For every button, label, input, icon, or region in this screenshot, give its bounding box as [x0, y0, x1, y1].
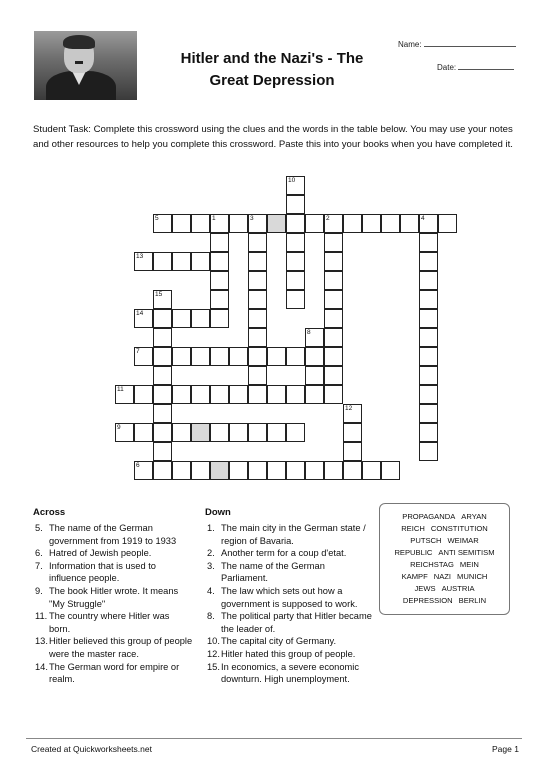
- clue-label: 11.: [35, 611, 48, 622]
- worksheet-title: [150, 48, 394, 92]
- crossword-cell[interactable]: [191, 461, 210, 480]
- crossword-cell[interactable]: [419, 328, 438, 347]
- crossword-cell[interactable]: [286, 176, 305, 195]
- clue-label: 9.: [35, 585, 43, 596]
- clue-text: The political party that Hitler became the leader of.: [221, 611, 372, 634]
- crossword-cell[interactable]: [134, 252, 153, 271]
- crossword-cell[interactable]: [191, 309, 210, 328]
- footer-divider: [26, 738, 522, 739]
- crossword-cell[interactable]: [172, 347, 191, 366]
- crossword-cell[interactable]: [324, 271, 343, 290]
- crossword-cell[interactable]: [419, 366, 438, 385]
- crossword-cell[interactable]: [248, 347, 267, 366]
- clue-number: 7: [136, 348, 140, 355]
- crossword-cell[interactable]: [419, 252, 438, 271]
- clue-text: The name of the German Parliament.: [221, 560, 325, 584]
- crossword-cell[interactable]: [419, 404, 438, 423]
- crossword-cell[interactable]: [191, 214, 210, 233]
- crossword-cell[interactable]: [324, 309, 343, 328]
- clue-label: 4.: [207, 585, 215, 596]
- word-bank-word: AUSTRIA: [441, 584, 475, 593]
- clue-number: 3: [250, 215, 254, 222]
- clue-text: The German word for empire or realm.: [49, 661, 180, 685]
- crossword-cell[interactable]: [286, 252, 305, 271]
- crossword-cell[interactable]: [229, 347, 248, 366]
- clue-text: Hatred of Jewish people.: [49, 548, 152, 559]
- crossword-cell[interactable]: [286, 423, 305, 442]
- crossword-cell[interactable]: [191, 385, 210, 404]
- word-bank-row: [380, 547, 509, 559]
- title-line-2: Great Depression: [209, 72, 335, 89]
- down-clue: [207, 522, 372, 547]
- page-number: Page 1: [492, 744, 519, 754]
- crossword-cell[interactable]: [324, 290, 343, 309]
- crossword-cell[interactable]: [343, 404, 362, 423]
- word-bank-word: REPUBLIC: [394, 548, 433, 557]
- crossword-cell[interactable]: [210, 423, 229, 442]
- clue-label: 6.: [35, 548, 43, 559]
- clue-label: 3.: [207, 560, 215, 571]
- across-clue: [35, 522, 193, 547]
- crossword-cell[interactable]: [153, 404, 172, 423]
- word-bank-word: ANTI SEMITISM: [438, 548, 495, 557]
- clue-text: Hitler believed this group of people were the master race.: [49, 636, 193, 659]
- name-field[interactable]: [398, 39, 516, 49]
- clue-number: 6: [136, 462, 140, 469]
- clue-number: 11: [117, 386, 124, 393]
- crossword-cell[interactable]: [210, 309, 229, 328]
- clue-label: 12.: [207, 648, 220, 659]
- date-label: Date:: [437, 63, 457, 72]
- clue-label: 2.: [207, 548, 215, 559]
- clue-number: 9: [117, 424, 121, 431]
- down-heading: Down: [205, 507, 231, 518]
- crossword-cell[interactable]: [210, 385, 229, 404]
- crossword-cell[interactable]: [343, 461, 362, 480]
- word-bank-word: ARYAN: [461, 512, 487, 521]
- across-clue: [35, 547, 193, 560]
- clue-number: 10: [288, 177, 296, 184]
- hitler-portrait-photo: [34, 31, 137, 100]
- word-bank: [379, 503, 510, 615]
- clue-text: The country where Hitler was born.: [49, 611, 170, 634]
- word-bank-word: BERLIN: [458, 596, 487, 605]
- word-bank-word: MEIN: [459, 560, 479, 569]
- clue-text: The book Hitler wrote. It means "My Struggle": [49, 585, 179, 609]
- crossword-cell[interactable]: [305, 347, 324, 366]
- crossword-cell[interactable]: [115, 423, 134, 442]
- clue-text: The law which sets out how a government is supposed to work.: [221, 585, 358, 609]
- name-label: Name:: [398, 40, 422, 49]
- clue-number: 12: [345, 405, 353, 412]
- word-bank-word: PUTSCH: [410, 536, 442, 545]
- crossword-cell[interactable]: [191, 347, 210, 366]
- word-bank-row: [380, 511, 509, 523]
- across-clue: [35, 661, 193, 686]
- crossword-cell[interactable]: [286, 290, 305, 309]
- clue-text: Hitler hated this group of people.: [221, 648, 356, 659]
- crossword-cell[interactable]: [305, 385, 324, 404]
- crossword-cell[interactable]: [172, 214, 191, 233]
- student-task-instructions: Student Task: Complete this crossword using the clues and the words in the table below. You may use your notes and other resources to help you complete this crossword. Paste this into your books when you have completed it.: [33, 124, 513, 150]
- crossword-cell[interactable]: [229, 461, 248, 480]
- crossword-cell[interactable]: [267, 461, 286, 480]
- crossword-cell[interactable]: [172, 309, 191, 328]
- clue-label: 5.: [35, 523, 43, 533]
- crossword-cell[interactable]: [153, 252, 172, 271]
- crossword-cell[interactable]: [419, 309, 438, 328]
- word-bank-word: KAMPF: [401, 572, 428, 581]
- crossword-cell[interactable]: [248, 309, 267, 328]
- clue-number: 4: [421, 215, 425, 222]
- crossword-cell[interactable]: [210, 290, 229, 309]
- down-clue: [207, 560, 372, 585]
- word-bank-row: [380, 595, 509, 607]
- across-clue: [35, 610, 193, 635]
- crossword-cell[interactable]: [153, 461, 172, 480]
- crossword-cell[interactable]: [153, 442, 172, 461]
- crossword-cell[interactable]: [419, 442, 438, 461]
- clue-text: Information that is used to influence people.: [49, 560, 156, 584]
- crossword-cell[interactable]: [343, 442, 362, 461]
- word-bank-word: REICH: [401, 524, 425, 533]
- crossword-cell[interactable]: [324, 461, 343, 480]
- down-clue: [207, 661, 372, 686]
- crossword-cell[interactable]: [324, 385, 343, 404]
- crossword-cell[interactable]: [286, 195, 305, 214]
- crossword-cell[interactable]: [248, 233, 267, 252]
- crossword-cell[interactable]: [115, 385, 134, 404]
- crossword-cell[interactable]: [153, 328, 172, 347]
- crossword-cell[interactable]: [324, 366, 343, 385]
- down-clue: [207, 585, 372, 610]
- crossword-cell[interactable]: [153, 347, 172, 366]
- clue-number: 2: [326, 215, 330, 222]
- word-bank-word: CONSTITUTION: [430, 524, 488, 533]
- crossword-cell[interactable]: [210, 461, 229, 480]
- crossword-cell[interactable]: [210, 252, 229, 271]
- clue-number: 14: [136, 310, 144, 317]
- word-bank-row: [380, 583, 509, 595]
- clue-number: 15: [155, 291, 163, 298]
- crossword-cell[interactable]: [210, 214, 229, 233]
- crossword-cell[interactable]: [248, 214, 267, 233]
- clue-number: 13: [136, 253, 144, 260]
- word-bank-row: [380, 571, 509, 583]
- crossword-cell[interactable]: [343, 214, 362, 233]
- crossword-cell[interactable]: [324, 233, 343, 252]
- crossword-cell[interactable]: [248, 461, 267, 480]
- crossword-cell[interactable]: [419, 214, 438, 233]
- crossword-cell[interactable]: [134, 309, 153, 328]
- crossword-cell[interactable]: [134, 347, 153, 366]
- crossword-cell[interactable]: [286, 347, 305, 366]
- crossword-cell[interactable]: [305, 328, 324, 347]
- word-bank-word: REICHSTAG: [410, 560, 454, 569]
- date-field[interactable]: [437, 62, 514, 72]
- crossword-cell[interactable]: [153, 309, 172, 328]
- crossword-cell[interactable]: [210, 233, 229, 252]
- across-clues: [35, 522, 193, 686]
- title-line-1: Hitler and the Nazi's - The: [180, 50, 364, 67]
- crossword-cell[interactable]: [153, 290, 172, 309]
- crossword-cell[interactable]: [229, 385, 248, 404]
- word-bank-row: [380, 523, 509, 535]
- crossword-cell[interactable]: [248, 252, 267, 271]
- crossword-cell[interactable]: [286, 461, 305, 480]
- name-line[interactable]: [424, 39, 516, 47]
- down-clue: [207, 610, 372, 635]
- across-heading: Across: [33, 507, 66, 518]
- word-bank-word: DEPRESSION: [402, 596, 453, 605]
- across-clue: [35, 560, 193, 585]
- down-clue: [207, 635, 372, 648]
- clue-label: 1.: [207, 523, 215, 533]
- crossword-cell[interactable]: [172, 461, 191, 480]
- crossword-cell[interactable]: [153, 385, 172, 404]
- clue-label: 14.: [35, 661, 48, 672]
- crossword-cell[interactable]: [267, 423, 286, 442]
- clue-label: 10.: [207, 636, 220, 647]
- word-bank-word: PROPAGANDA: [402, 512, 456, 521]
- crossword-cell[interactable]: [267, 347, 286, 366]
- crossword-cell[interactable]: [362, 214, 381, 233]
- down-clue: [207, 547, 372, 560]
- crossword-cell[interactable]: [191, 252, 210, 271]
- clue-label: 8.: [207, 611, 215, 622]
- crossword-cell[interactable]: [229, 423, 248, 442]
- crossword-cell[interactable]: [267, 214, 286, 233]
- crossword-cell[interactable]: [286, 385, 305, 404]
- crossword-cell[interactable]: [248, 290, 267, 309]
- crossword-cell[interactable]: [324, 214, 343, 233]
- clue-text: Another term for a coup d'etat.: [221, 548, 347, 559]
- crossword-cell[interactable]: [305, 366, 324, 385]
- crossword-cell[interactable]: [419, 233, 438, 252]
- clue-text: The capital city of Germany.: [221, 636, 337, 647]
- crossword-cell[interactable]: [286, 214, 305, 233]
- crossword-cell[interactable]: [305, 461, 324, 480]
- crossword-cell[interactable]: [248, 423, 267, 442]
- down-clues: [207, 522, 372, 686]
- word-bank-word: MUNICH: [457, 572, 488, 581]
- crossword-cell[interactable]: [172, 385, 191, 404]
- crossword-cell[interactable]: [286, 233, 305, 252]
- crossword-cell[interactable]: [210, 347, 229, 366]
- clue-text: In economics, a severe economic downturn. High unemployment.: [221, 661, 359, 685]
- crossword-cell[interactable]: [172, 423, 191, 442]
- crossword-cell[interactable]: [267, 385, 286, 404]
- crossword-cell[interactable]: [248, 328, 267, 347]
- across-clue: [35, 585, 193, 610]
- crossword-cell[interactable]: [419, 347, 438, 366]
- clue-number: 1: [212, 215, 216, 222]
- crossword-cell[interactable]: [191, 423, 210, 442]
- word-bank-row: [380, 559, 509, 571]
- word-bank-row: [380, 535, 509, 547]
- word-bank-word: NAZI: [433, 572, 452, 581]
- crossword-cell[interactable]: [286, 271, 305, 290]
- clue-label: 7.: [35, 560, 43, 571]
- crossword-cell[interactable]: [305, 214, 324, 233]
- crossword-cell[interactable]: [419, 290, 438, 309]
- crossword-cell[interactable]: [400, 214, 419, 233]
- crossword-cell[interactable]: [134, 423, 153, 442]
- crossword-cell[interactable]: [438, 214, 457, 233]
- down-clue: [207, 648, 372, 661]
- crossword-cell[interactable]: [324, 347, 343, 366]
- word-bank-word: JEWS: [414, 584, 436, 593]
- crossword-cell[interactable]: [419, 423, 438, 442]
- crossword-cell[interactable]: [248, 271, 267, 290]
- crossword-cell[interactable]: [343, 423, 362, 442]
- clue-number: 5: [155, 215, 159, 222]
- across-clue: [35, 635, 193, 660]
- crossword-cell[interactable]: [419, 385, 438, 404]
- crossword-cell[interactable]: [381, 461, 400, 480]
- crossword-cell[interactable]: [362, 461, 381, 480]
- clue-label: 15.: [207, 661, 220, 672]
- crossword-cell[interactable]: [248, 366, 267, 385]
- word-bank-word: WEIMAR: [447, 536, 479, 545]
- crossword-cell[interactable]: [210, 271, 229, 290]
- crossword-cell[interactable]: [324, 328, 343, 347]
- footer-credit: Created at Quickworksheets.net: [31, 744, 152, 754]
- crossword-cell[interactable]: [324, 252, 343, 271]
- clue-label: 13.: [35, 636, 48, 647]
- crossword-cell[interactable]: [153, 366, 172, 385]
- crossword-cell[interactable]: [381, 214, 400, 233]
- crossword-cell[interactable]: [248, 385, 267, 404]
- crossword-cell[interactable]: [134, 385, 153, 404]
- clue-text: The name of the German government from 1919 to 1933: [49, 523, 177, 546]
- date-line[interactable]: [458, 62, 514, 70]
- crossword-cell[interactable]: [419, 271, 438, 290]
- crossword-cell[interactable]: [134, 461, 153, 480]
- clue-text: The main city in the German state / region of Bavaria.: [221, 523, 366, 546]
- crossword-cell[interactable]: [172, 252, 191, 271]
- crossword-cell[interactable]: [153, 214, 172, 233]
- crossword-cell[interactable]: [229, 214, 248, 233]
- clue-number: 8: [307, 329, 311, 336]
- crossword-cell[interactable]: [153, 423, 172, 442]
